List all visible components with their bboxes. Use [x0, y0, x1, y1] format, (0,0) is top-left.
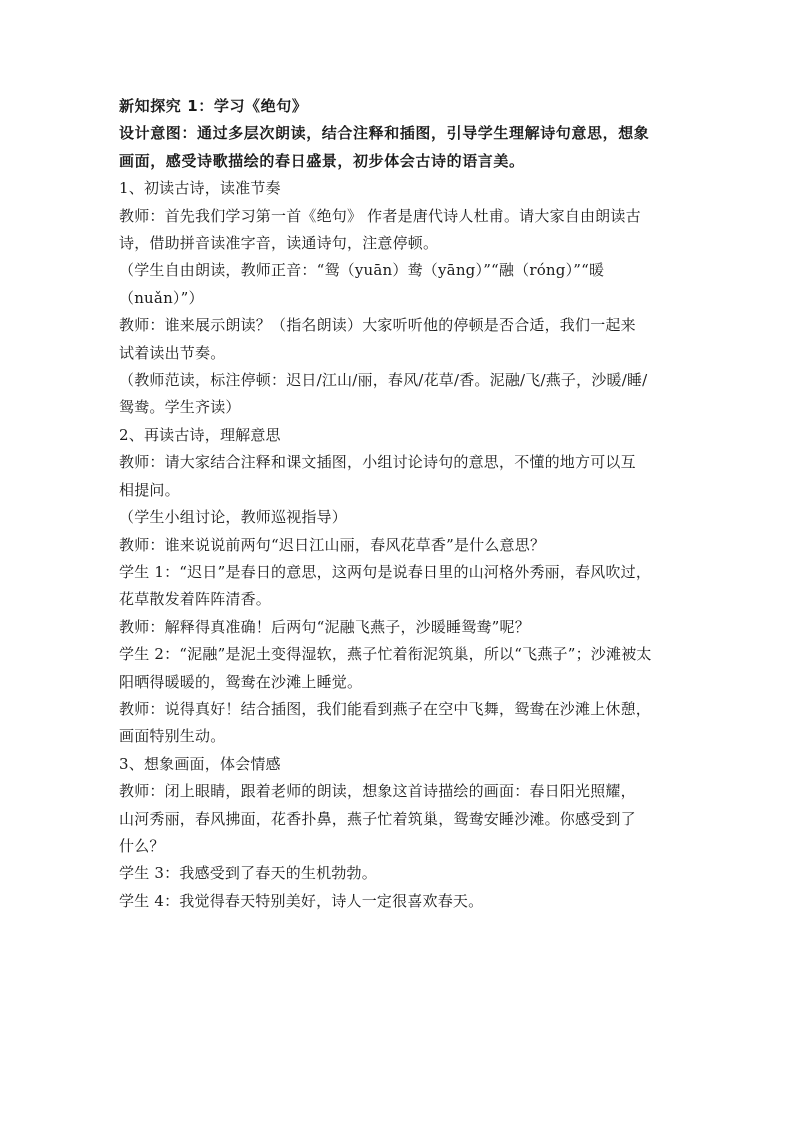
document-page [119, 93, 679, 915]
paragraph-line: 教师：说得真好！结合插图，我们能看到燕子在空中飞舞，鸳鸯在沙滩上休憩， [119, 699, 652, 718]
paragraph-line: （nuǎn）”） [119, 288, 204, 307]
paragraph-line: 学生 1：“迟日”是春日的意思，这两句是说春日里的山河格外秀丽，春风吹过， [119, 562, 652, 581]
paragraph-line: （学生自由朗读，教师正音：“鸳（yuān）鸯（yāng）”“融（róng）”“暖 [119, 261, 605, 280]
paragraph-line: （学生小组讨论，教师巡视指导） [119, 508, 348, 527]
paragraph-line: 山河秀丽，春风拂面，花香扑鼻，燕子忙着筑巢，鸳鸯安睡沙滩。你感受到了 [119, 809, 636, 828]
paragraph-line: 什么？ [119, 836, 165, 855]
paragraph-line: 相提问。 [119, 480, 180, 499]
paragraph-line: 学生 2：“泥融”是泥土变得湿软，燕子忙着衔泥筑巢，所以“飞燕子”；沙滩被太 [119, 645, 652, 664]
paragraph-line: 诗，借助拼音读准字音，读通诗句，注意停顿。 [119, 234, 439, 253]
subheading-second-reading: 2、再读古诗，理解意思 [119, 425, 281, 444]
paragraph-line: 教师：解释得真准确！后两句“泥融飞燕子，沙暖睡鸳鸯”呢？ [119, 617, 530, 636]
subheading-first-reading: 1、初读古诗，读准节奏 [119, 179, 281, 198]
paragraph-line: 画面特别生动。 [119, 727, 226, 746]
design-intent-line-2: 画面，感受诗歌描绘的春日盛景，初步体会古诗的语言美。 [119, 151, 525, 170]
design-intent-line-1: 设计意图：通过多层次朗读，结合注释和插图，引导学生理解诗句意思，想象 [119, 124, 650, 143]
paragraph-line: （教师范读，标注停顿：迟日/江山/丽，春风/花草/香。泥融/飞/燕子，沙暖/睡/ [119, 371, 648, 390]
paragraph-line: 花草散发着阵阵清香。 [119, 590, 272, 609]
paragraph-line: 教师：请大家结合注释和课文插图，小组讨论诗句的意思，不懂的地方可以互 [119, 453, 636, 472]
paragraph-line: 教师：谁来说说前两句“迟日江山丽，春风花草香”是什么意思？ [119, 535, 546, 554]
paragraph-line: 教师：首先我们学习第一首《绝句》 作者是唐代诗人杜甫。请大家自由朗读古 [119, 206, 641, 225]
paragraph-line: 学生 3：我感受到了春天的生机勃勃。 [119, 864, 377, 883]
paragraph-line: 教师：闭上眼睛，跟着老师的朗读，想象这首诗描绘的画面：春日阳光照耀， [119, 782, 636, 801]
paragraph-line: 鸳鸯。学生齐读） [119, 398, 241, 417]
section-heading: 新知探究 1：学习《绝句》 [119, 97, 308, 115]
paragraph-line: 阳晒得暖暖的，鸳鸯在沙滩上睡觉。 [119, 672, 363, 691]
paragraph-line: 试着读出节奏。 [119, 343, 226, 362]
paragraph-line: 教师：谁来展示朗读？（指名朗读）大家听听他的停顿是否合适，我们一起来 [119, 316, 636, 335]
paragraph-line: 学生 4：我觉得春天特别美好，诗人一定很喜欢春天。 [119, 891, 484, 910]
subheading-imagine-scene: 3、想象画面，体会情感 [119, 754, 281, 773]
